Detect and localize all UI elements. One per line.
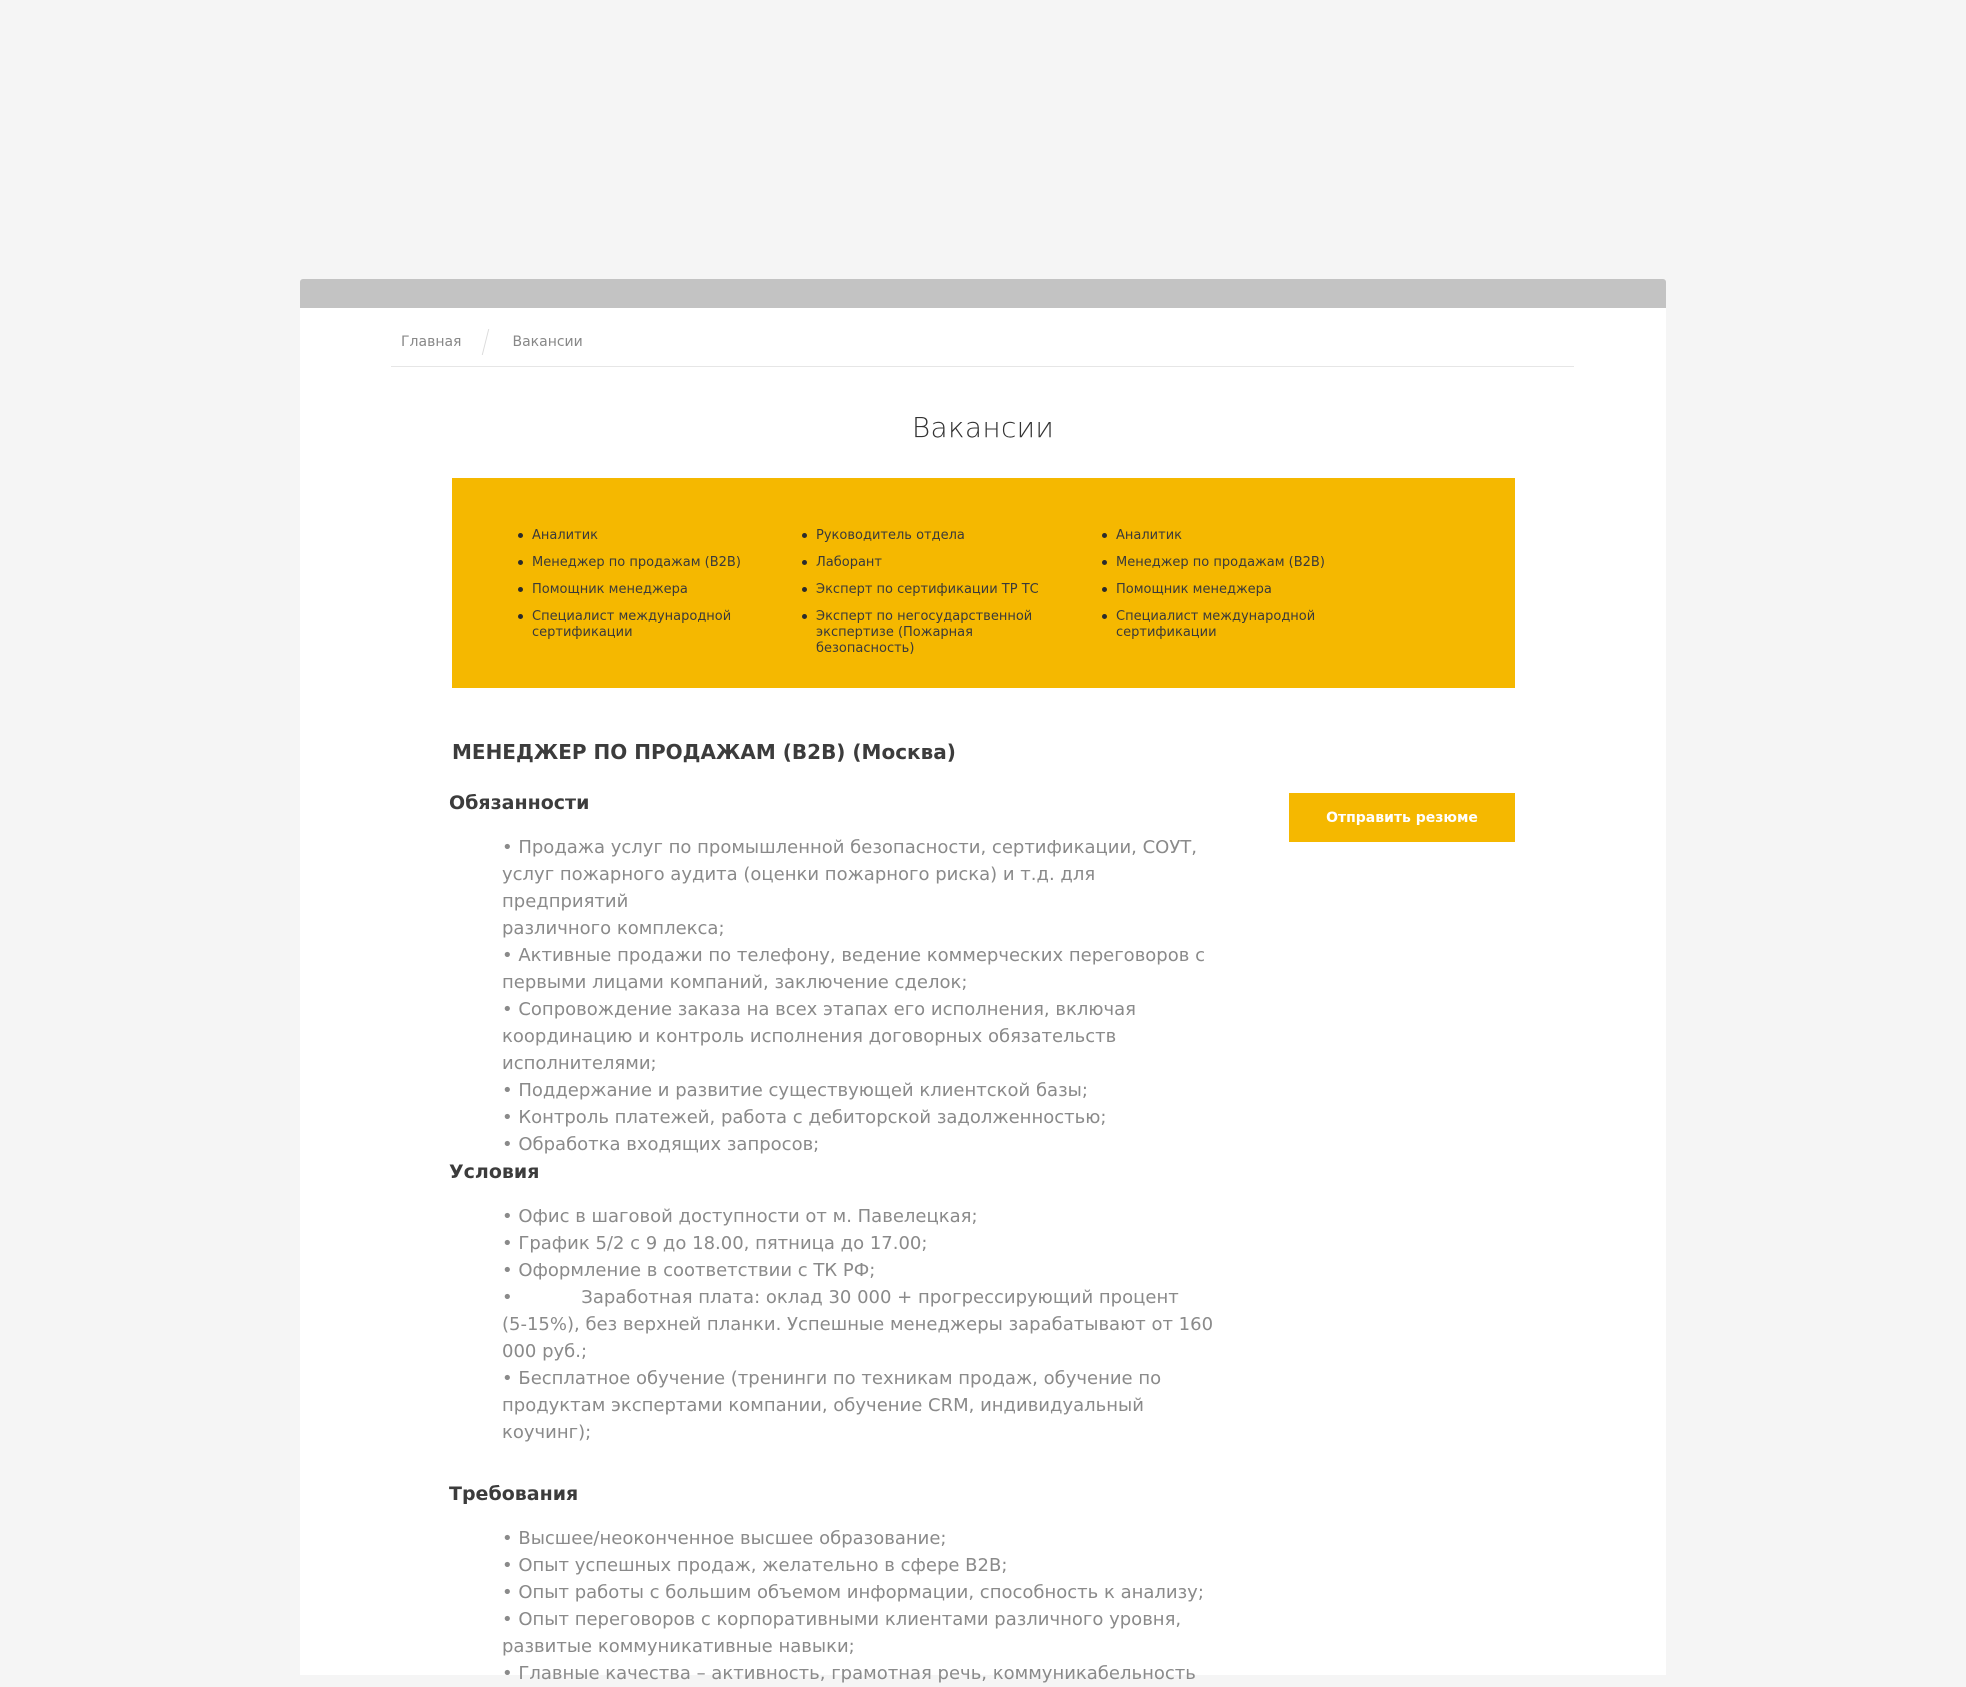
vacancy-link[interactable]: Помощник менеджера	[518, 582, 748, 598]
job-title: МЕНЕДЖЕР ПО ПРОДАЖАМ (B2B) (Москва)	[452, 740, 956, 764]
conditions-text: • Офис в шаговой доступности от м. Павелецкая; • График 5/2 с 9 до 18.00, пятница до 17.00; • Оформление в соответствии с ТК РФ; • Заработная плата: оклад 30 000 + прогрессирующий процент (5-15%), без верхней планки. Успешные менеджеры зарабатывают от 160 000 руб.; • Бесплатное обучение (тренинги по техникам продаж, обучение по продуктам экспертами компании, обучение CRM, индивидуальный коучинг);	[502, 1206, 1214, 1443]
vacancy-menu-column-3	[1102, 528, 1362, 652]
conditions-heading: Условия	[449, 1161, 540, 1183]
vacancy-link[interactable]: Эксперт по негосударственной экспертизе (Пожарная безопасность)	[802, 609, 1072, 657]
vacancy-link[interactable]: Менеджер по продажам (B2B)	[518, 555, 748, 571]
vacancy-link[interactable]: Эксперт по сертификации ТР ТС	[802, 582, 1072, 598]
breadcrumb-home-link[interactable]: Главная	[401, 334, 462, 350]
top-bar	[300, 279, 1666, 308]
duties-text: • Продажа услуг по промышленной безопасности, сертификации, СОУТ, услуг пожарного аудита (оценки пожарного риска) и т.д. для предприятий различного комплекса; • Активные продажи по телефону, ведение коммерческих переговоров с первыми лицами компаний, заключение сделок; • Сопровождение заказа на всех этапах его исполнения, включая координацию и контроль исполнения договорных обязательств исполнителями; • Поддержание и развитие существующей клиентской базы; • Контроль платежей, работа с дебиторской задолженностью; • Обработка входящих запросов;	[502, 837, 1205, 1155]
breadcrumb	[391, 318, 1574, 367]
breadcrumb-vacancies-link[interactable]: Вакансии	[512, 334, 583, 350]
requirements-text: • Высшее/неоконченное высшее образование; • Опыт успешных продаж, желательно в сфере B2B; • Опыт работы с большим объемом информации, способность к анализу; • Опыт переговоров с корпоративными клиентами различного уровня, развитые коммуникативные навыки; • Главные качества – активность, грамотная речь, коммуникабельность	[502, 1528, 1204, 1684]
vacancy-link[interactable]: Специалист международной сертификации	[518, 609, 748, 641]
vacancy-link[interactable]: Руководитель отдела	[802, 528, 1072, 544]
vacancy-link[interactable]: Менеджер по продажам (B2B)	[1102, 555, 1362, 571]
vacancy-link[interactable]: Помощник менеджера	[1102, 582, 1362, 598]
vacancy-link[interactable]: Лаборант	[802, 555, 1072, 571]
vacancy-menu-column-2	[802, 528, 1072, 668]
vacancy-link[interactable]: Специалист международной сертификации	[1102, 609, 1362, 641]
vacancy-menu-column-1	[518, 528, 748, 652]
send-resume-button[interactable]: Отправить резюме	[1289, 793, 1515, 842]
content-card	[300, 308, 1666, 1684]
duties-heading: Обязанности	[449, 792, 590, 814]
page-title: Вакансии	[911, 411, 1055, 444]
vacancy-link[interactable]: Аналитик	[518, 528, 748, 544]
requirements-heading: Требования	[449, 1483, 579, 1505]
breadcrumb-separator	[482, 329, 489, 355]
vacancy-menu	[452, 478, 1515, 688]
vacancy-link[interactable]: Аналитик	[1102, 528, 1362, 544]
